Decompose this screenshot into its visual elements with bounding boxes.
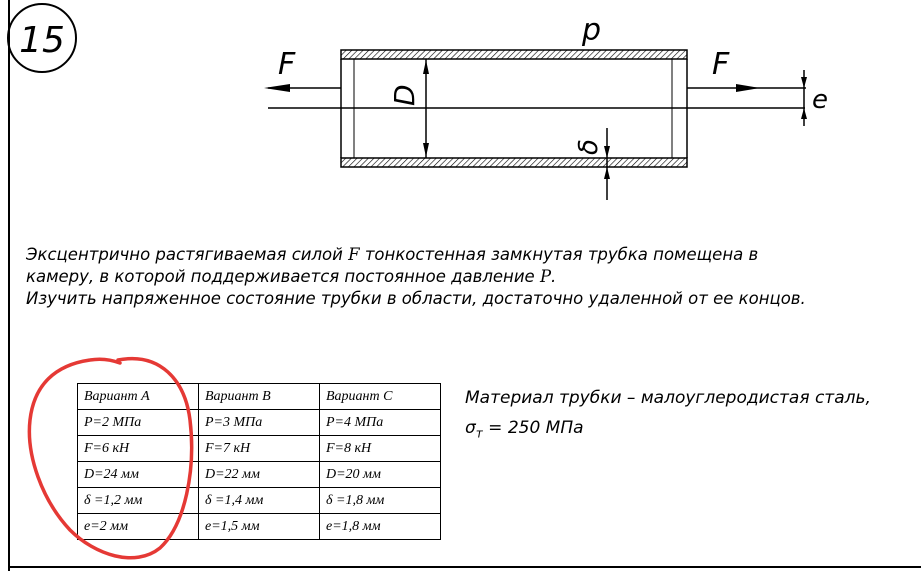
table-cell: e=1,5 мм	[199, 514, 320, 540]
force-right-label: F	[712, 47, 730, 82]
force-left-label: F	[278, 47, 296, 82]
table-cell: P=3 МПа	[199, 410, 320, 436]
thickness-label: δ	[574, 139, 604, 155]
diameter-label: D	[388, 84, 421, 106]
table-cell: F=6 кН	[78, 436, 199, 462]
description-line-1: Эксцентрично растягиваемая силой F тонкостенная замкнутая трубка помещена в	[26, 245, 759, 264]
table-cell: δ =1,2 мм	[78, 488, 199, 514]
table-cell: Вариант A	[78, 384, 199, 410]
problem-number: 15	[19, 20, 65, 61]
description-line-3: Изучить напряженное состояние трубки в области, достаточно удаленной от ее концов.	[26, 289, 806, 308]
tube-top-wall	[341, 50, 687, 59]
force-right-arrow-icon	[736, 84, 760, 92]
symbol-P: P	[539, 267, 552, 286]
tube-bottom-wall	[341, 158, 687, 167]
table-row	[78, 488, 441, 514]
table-cell: F=7 кН	[199, 436, 320, 462]
sigma-subscript: т	[475, 426, 483, 441]
table-cell: P=2 МПа	[78, 410, 199, 436]
frame-bottom-border	[8, 566, 921, 568]
table-cell: P=4 МПа	[320, 410, 441, 436]
material-info	[465, 383, 871, 448]
symbol-F: F	[348, 245, 360, 264]
force-left-arrow-icon	[264, 84, 290, 92]
table-cell: Вариант B	[199, 384, 320, 410]
table-row	[78, 410, 441, 436]
table-row	[78, 384, 441, 410]
table-row	[78, 436, 441, 462]
table-cell: F=8 кН	[320, 436, 441, 462]
yield-strength	[465, 413, 871, 448]
table-cell: e=2 мм	[78, 514, 199, 540]
tube-drawing	[0, 0, 921, 240]
table-cell: D=24 мм	[78, 462, 199, 488]
table-row	[78, 462, 441, 488]
table-cell: D=20 мм	[320, 462, 441, 488]
description-line-2: камеру, в которой поддерживается постоянное давление P.	[26, 267, 557, 286]
sigma-symbol: σ	[465, 418, 476, 438]
material-line: Материал трубки – малоуглеродистая сталь,	[465, 388, 871, 408]
table-cell: δ =1,4 мм	[199, 488, 320, 514]
table-cell: δ =1,8 мм	[320, 488, 441, 514]
sigma-value: = 250 МПа	[482, 418, 584, 438]
table-cell: D=22 мм	[199, 462, 320, 488]
eccentricity-label: e	[812, 85, 828, 115]
table-cell: e=1,8 мм	[320, 514, 441, 540]
task-description	[26, 244, 916, 310]
pressure-label: p	[582, 13, 602, 48]
table-row	[78, 514, 441, 540]
table-cell: Вариант C	[320, 384, 441, 410]
variants-table	[77, 383, 441, 540]
